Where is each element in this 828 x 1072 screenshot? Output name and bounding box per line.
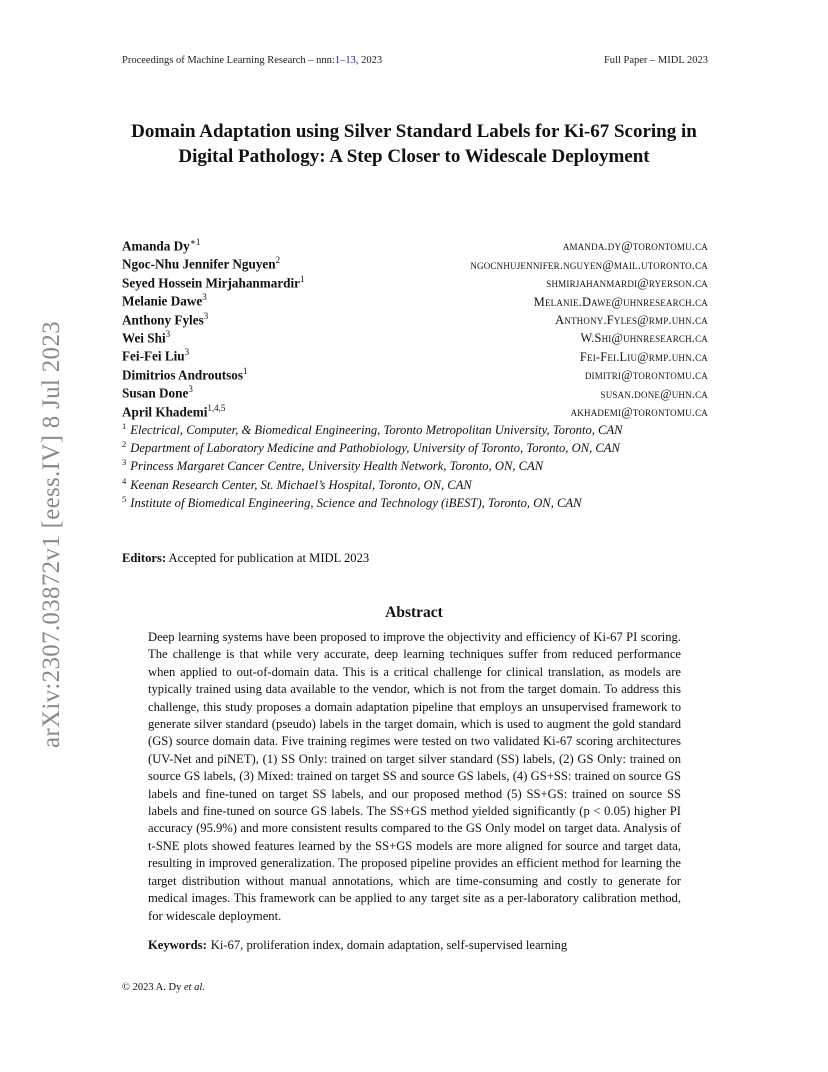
author-row [122,311,708,329]
keywords-text: Ki-67, proliferation index, domain adaptation, self-supervised learning [210,938,568,952]
editors-line [122,551,369,566]
author-row [122,347,708,365]
editors-label: Editors: [122,551,167,565]
author-email: Anthony.Fyles@rmp.uhn.ca [555,312,708,327]
copyright-etal: et al. [183,982,205,993]
affiliation-number: 3 [122,457,127,468]
affiliation-text: Electrical, Computer, & Biomedical Engineering, Toronto Metropolitan University, Toronto, CAN [130,423,623,438]
affiliation-row [122,476,722,494]
author-name-text: Fei-Fei Liu [122,348,185,364]
author-name [122,292,207,309]
author-name [122,384,193,401]
author-name [122,237,200,254]
author-row [122,255,708,273]
affiliation-list [122,421,722,512]
affiliation-row [122,439,722,457]
author-name [122,311,208,328]
abstract-body: Deep learning systems have been proposed to improve the objectivity and efficiency of Ki-67 PI scoring. The challenge is that while very accurate, deep learning techniques suffer from reduced performance when applied to out-of-domain data. This is a critical challenge for clinical translation, as models are typically trained using data available to the vendor, which is not from the target domain. To address this challenge, this study proposes a domain adaptation pipeline that employs an unsupervised framework to generate silver standard (pseudo) labels in the target domain, which is used to augment the gold standard (GS) source domain data. Five training regimes were tested on two validated Ki-67 scoring architectures (UV-Net and piNET), (1) SS Only: trained on target silver standard (SS) labels, (2) GS Only: trained on source GS labels, (3) Mixed: trained on target SS and source GS labels, (4) GS+SS: trained on source GS labels and fine-tuned on target SS labels, and our proposed method (5) SS+GS: trained on source SS labels and fine-tuned on source GS labels. The SS+GS method yielded significantly (p < 0.05) higher PI accuracy (95.9%) and more consistent results compared to the GS Only model on target data. Analysis of t-SNE plots showed features learned by the SS+GS models are more aligned for source and target data, resulting in improved generalization. The proposed pipeline provides an efficient method for learning the target distribution without manual annotations, which are time-consuming and costly to generate for medical images. This framework can be applied to any target site as a per-laboratory calibration method, for widescale deployment. [148,630,681,923]
keywords-line [148,938,681,953]
author-affiliation-marker: 1 [243,365,248,376]
author-email: amanda.dy@torontomu.ca [562,239,708,254]
author-name-text: Anthony Fyles [122,311,204,327]
keywords-label: Keywords: [148,938,207,952]
affiliation-number: 4 [122,475,127,486]
author-name [122,255,280,272]
author-affiliation-marker: 3 [203,310,209,321]
author-row [122,403,708,421]
author-name [122,366,248,383]
author-name-text: April Khademi [122,403,208,419]
author-email: Melanie.Dawe@uhnresearch.ca [533,294,708,309]
author-affiliation-marker: 1,4,5 [207,402,226,413]
affiliation-text: Princess Margaret Cancer Centre, University Health Network, Toronto, ON, CAN [130,459,544,474]
running-header-left [122,55,382,66]
author-affiliation-marker: 2 [275,255,281,266]
abstract-heading: Abstract [385,604,443,621]
author-affiliation-marker: 3 [184,347,190,358]
affiliation-text: Department of Laboratory Medicine and Pathobiology, University of Toronto, Toronto, ON, CAN [130,441,620,456]
author-name [122,347,189,364]
author-name [122,403,225,420]
author-name-text: Melanie Dawe [122,293,203,309]
affiliation-number: 5 [122,493,127,504]
copyright-notice [122,982,205,993]
author-affiliation-marker: 3 [165,328,171,339]
author-name-text: Susan Done [122,385,189,401]
author-row [122,329,708,347]
author-name-text: Amanda Dy [122,238,190,254]
author-email: W.Shi@uhnresearch.ca [580,331,708,346]
header-venue: Proceedings of Machine Learning Research – nnn: [122,55,335,66]
author-email: dimitri@torontomu.ca [584,368,708,383]
author-affiliation-marker: ∗1 [189,237,201,247]
affiliation-text: Keenan Research Center, St. Michael’s Hospital, Toronto, ON, CAN [130,477,472,492]
affiliation-number: 1 [122,421,127,431]
author-row [122,274,708,292]
author-row [122,384,708,402]
affiliation-number: 2 [122,439,127,450]
running-header-right: Full Paper – MIDL 2023 [603,55,708,66]
author-name [122,329,170,346]
author-email: susan.done@uhn.ca [600,386,708,401]
author-name [122,274,305,291]
arxiv-identifier: arXiv:2307.03872v1 [eess.IV] 8 Jul 2023 [38,321,65,749]
author-email: ngocnhujennifer.nguyen@mail.utoronto.ca [470,257,708,272]
author-affiliation-marker: 3 [202,292,207,303]
affiliation-row [122,457,722,475]
paper-title: Domain Adaptation using Silver Standard Labels for Ki-67 Scoring in Digital Pathology: A Step Closer to Widescale Deployment [131,121,697,167]
author-row [122,237,708,255]
author-affiliation-marker: 3 [188,384,193,395]
copyright-text: © 2023 A. Dy [122,982,184,993]
author-email: Fei-Fei.Liu@rmp.uhn.ca [579,349,708,364]
author-name-text: Seyed Hossein Mirjahanmardir [122,275,301,291]
author-email: akhademi@torontomu.ca [570,404,708,419]
affiliation-row [122,494,722,512]
author-row [122,292,708,310]
editors-text: Accepted for publication at MIDL 2023 [168,551,370,565]
author-affiliation-marker: 1 [300,273,305,284]
author-row [122,366,708,384]
author-name-text: Ngoc-Nhu Jennifer Nguyen [122,256,276,272]
author-name-text: Wei Shi [122,330,166,346]
affiliation-row [122,421,722,439]
affiliation-text: Institute of Biomedical Engineering, Science and Technology (iBEST), Toronto, ON, CAN [130,495,582,510]
author-email: shmirjahanmardi@ryerson.ca [546,276,708,291]
author-list [122,237,708,421]
author-name-text: Dimitrios Androutsos [122,367,244,383]
header-year: , 2023 [355,55,383,66]
header-pages-link[interactable]: 1–13 [334,55,356,66]
